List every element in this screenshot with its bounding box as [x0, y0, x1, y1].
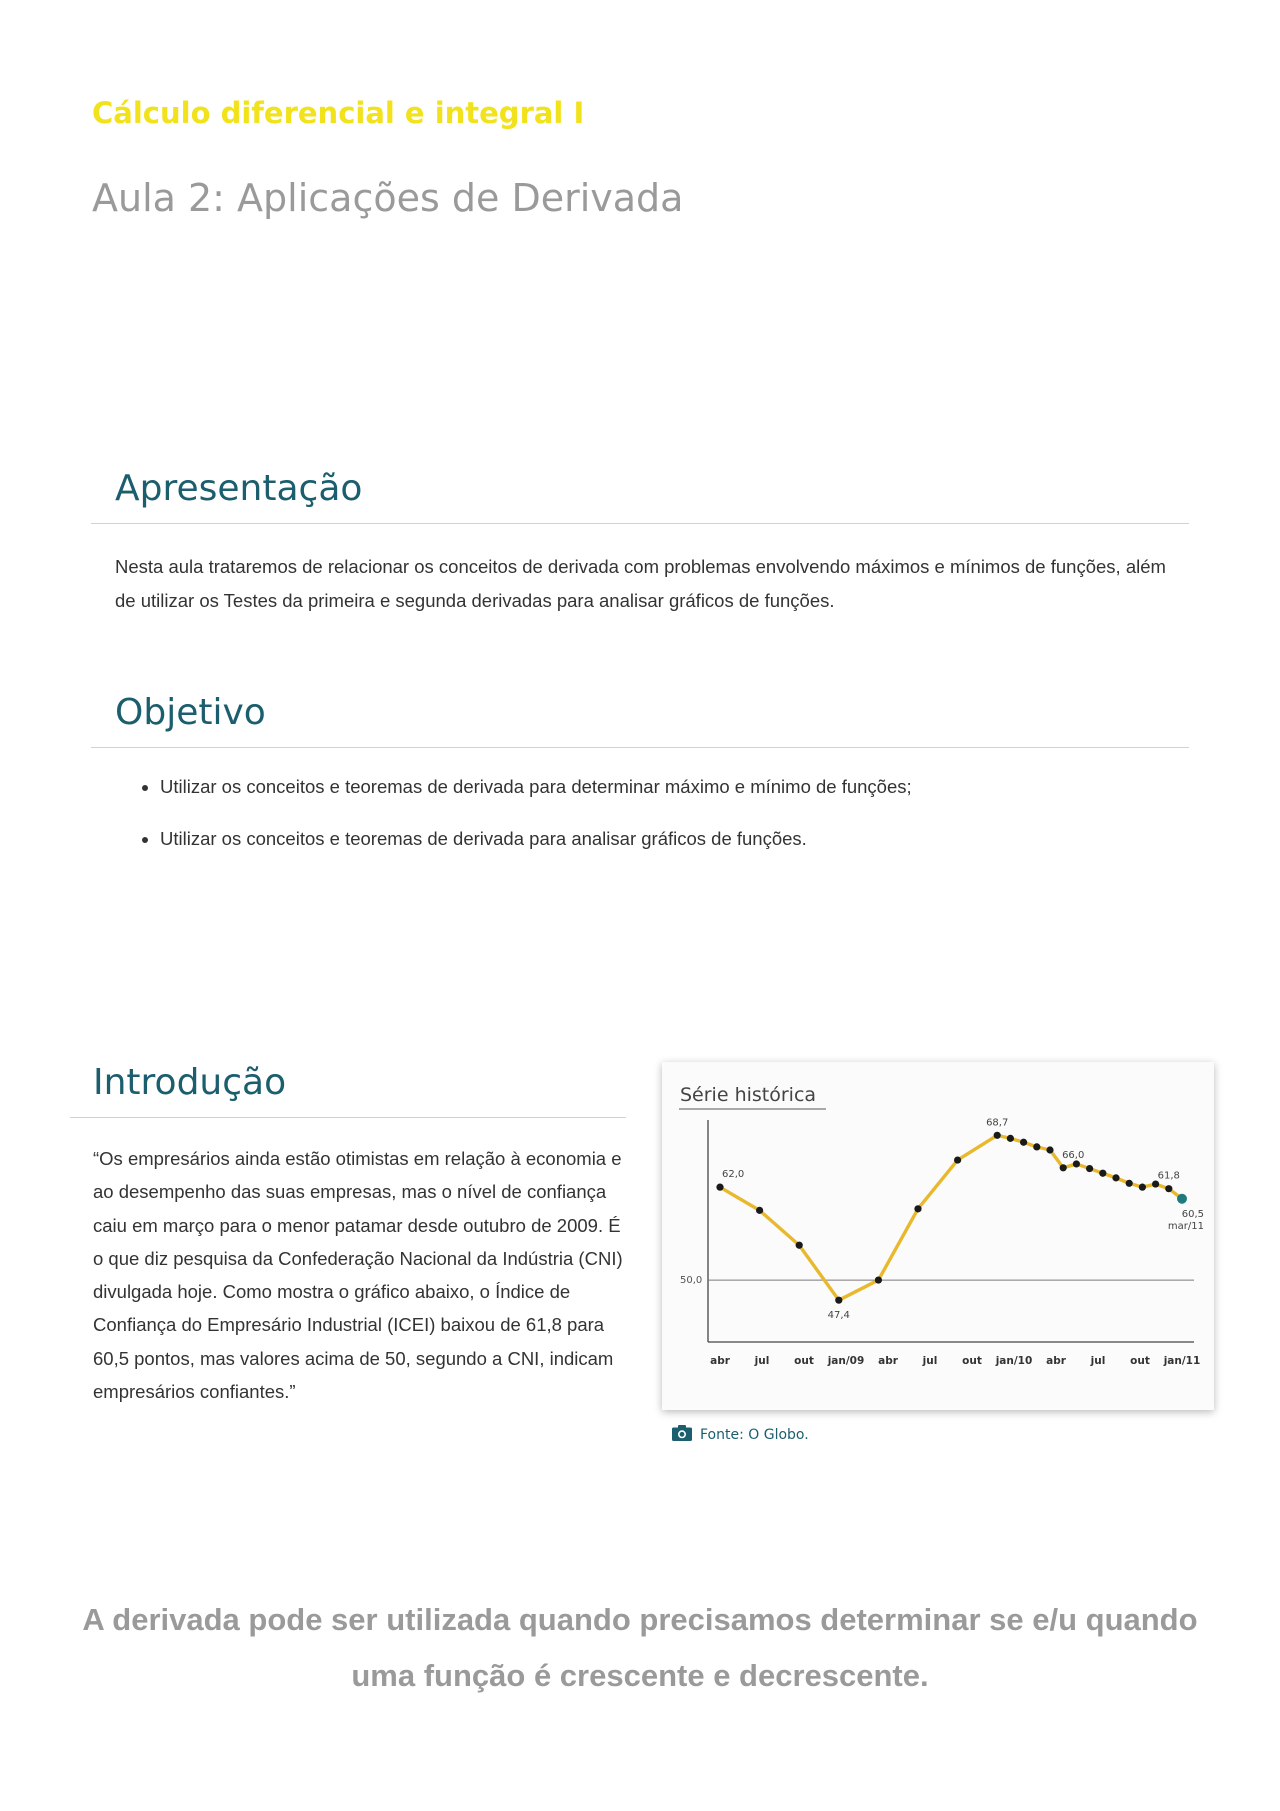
- x-tick-label: abr: [710, 1355, 730, 1367]
- section-divider: [91, 747, 1189, 748]
- callout-text: A derivada pode ser utilizada quando precisamos determinar se e/u quando uma função é crescente e decrescente.: [82, 1602, 1198, 1693]
- x-tick-label: out: [794, 1355, 814, 1367]
- x-tick-label: jan/09: [827, 1355, 865, 1367]
- section-apresentacao: [91, 468, 1189, 618]
- data-point: [914, 1205, 921, 1212]
- x-tick-label: jan/10: [995, 1355, 1033, 1367]
- data-label: 62,0: [722, 1169, 745, 1181]
- data-label: 60,5: [1181, 1208, 1204, 1220]
- line-chart: [662, 1062, 1214, 1410]
- x-tick-label: out: [1130, 1355, 1150, 1367]
- x-tick-label: jul: [922, 1355, 938, 1367]
- x-tick-label: jul: [754, 1355, 770, 1367]
- data-point: [1020, 1139, 1027, 1146]
- data-label: mar/11: [1167, 1220, 1204, 1232]
- lesson-title: Aula 2: Aplicações de Derivada: [92, 176, 684, 220]
- section-divider: [70, 1117, 626, 1118]
- x-tick-label: jan/11: [1163, 1355, 1201, 1367]
- data-point: [1060, 1164, 1067, 1171]
- data-point: [1165, 1185, 1172, 1192]
- reference-line-label: 50,0: [680, 1275, 703, 1287]
- data-label: 47,4: [827, 1310, 850, 1322]
- data-point: [1046, 1146, 1053, 1153]
- data-point: [1007, 1135, 1014, 1142]
- data-point: [835, 1297, 842, 1304]
- x-tick-label: out: [962, 1355, 982, 1367]
- apresentacao-text: Nesta aula trataremos de relacionar os conceitos de derivada com problemas envolvendo máximos e mínimos de funções, além de utilizar os Testes da primeira e segunda derivadas para analisar gráficos de funções.: [115, 556, 1166, 611]
- data-point-last: [1177, 1194, 1187, 1204]
- section-heading-introducao: Introdução: [93, 1062, 287, 1103]
- data-point: [875, 1276, 882, 1283]
- data-label: 61,8: [1157, 1170, 1180, 1182]
- camera-icon: [672, 1425, 692, 1445]
- introducao-quote: “Os empresários ainda estão otimistas em relação à economia e ao desempenho das suas empresas, mas o nível de confiança caiu em março para o menor patamar desde outubro de 2009. É o que diz pesquisa da Confederação Nacional da Indústria (CNI) divulgada hoje. Como mostra o gráfico abaixo, o Índice de Confiança do Empresário Industrial (ICEI) baixou de 61,8 para 60,5 pontos, mas valores acima de 50, segundo a CNI, indicam empresários confiantes.”: [93, 1148, 623, 1403]
- objective-list: [91, 774, 1189, 851]
- section-divider: [91, 523, 1189, 524]
- objective-item: • Utilizar os conceitos e teoremas de derivada para analisar gráficos de funções.: [160, 826, 1189, 851]
- objective-item: • Utilizar os conceitos e teoremas de derivada para determinar máximo e mínimo de funções;: [160, 774, 1189, 799]
- data-point: [994, 1132, 1001, 1139]
- series-line: [720, 1135, 1182, 1300]
- x-tick-label: jul: [1090, 1355, 1106, 1367]
- section-introducao: [70, 1062, 626, 1408]
- section-heading-apresentacao: Apresentação: [115, 468, 363, 509]
- data-point: [1099, 1170, 1106, 1177]
- data-point: [1126, 1180, 1133, 1187]
- x-tick-label: abr: [1046, 1355, 1066, 1367]
- data-point: [1033, 1143, 1040, 1150]
- data-label: 66,0: [1062, 1149, 1085, 1161]
- data-point: [1139, 1184, 1146, 1191]
- section-heading-objetivo: Objetivo: [115, 692, 266, 733]
- caption-text: Fonte: O Globo.: [700, 1427, 809, 1443]
- data-point: [716, 1184, 723, 1191]
- x-tick-label: abr: [878, 1355, 898, 1367]
- data-point: [756, 1207, 763, 1214]
- data-point: [796, 1242, 803, 1249]
- section-objetivo: [91, 692, 1189, 878]
- figure-caption: [672, 1425, 809, 1445]
- course-title: Cálculo diferencial e integral I: [92, 96, 585, 130]
- data-label: 68,7: [986, 1117, 1009, 1129]
- data-point: [1073, 1160, 1080, 1167]
- data-point: [954, 1156, 961, 1163]
- chart-title: Série histórica: [680, 1084, 817, 1106]
- data-point: [1112, 1174, 1119, 1181]
- data-point: [1086, 1165, 1093, 1172]
- chart-figure[interactable]: [662, 1062, 1214, 1410]
